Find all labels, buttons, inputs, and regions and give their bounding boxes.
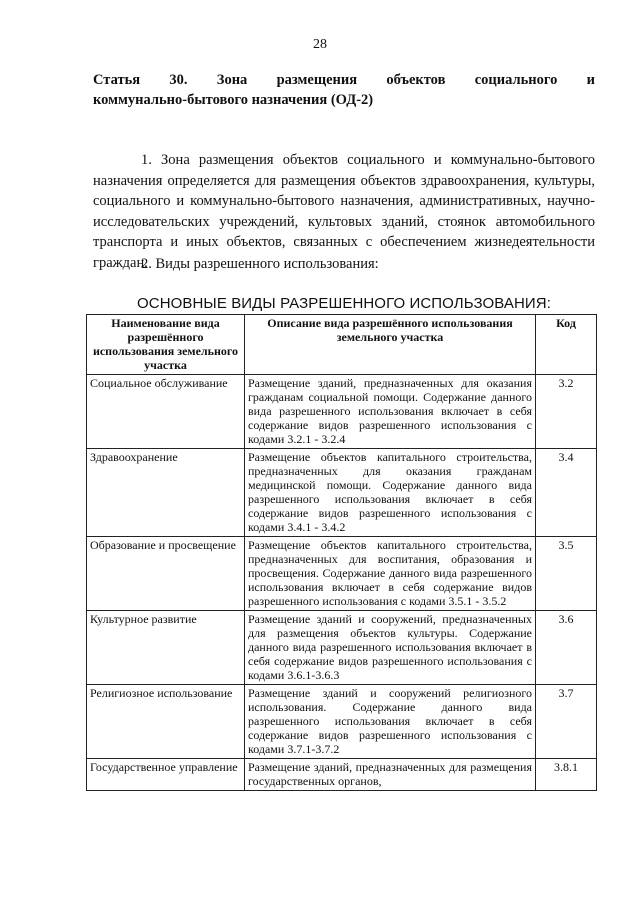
cell-name: Здравоохранение [87, 449, 245, 537]
table-header-row [87, 315, 597, 375]
cell-code: 3.7 [536, 685, 597, 759]
page-number: 28 [313, 37, 327, 52]
article-title-line-1: Статья 30. Зона размещения объектов социального и [93, 72, 595, 88]
table-row [87, 685, 597, 759]
table-row [87, 611, 597, 685]
cell-name: Культурное развитие [87, 611, 245, 685]
table-row [87, 375, 597, 449]
cell-description: Размещение объектов капитального строительства, предназначенных для воспитания, образования и просвещения. Содержание данного вида разрешенного использования включает в себя содержание видов разрешенного использования с кодами 3.5.1 - 3.5.2 [245, 537, 536, 611]
cell-name: Социальное обслуживание [87, 375, 245, 449]
cell-description: Размещение объектов капитального строительства, предназначенных для оказания гражданам медицинской помощи. Содержание данного вида разрешенного использования включает в себя содержание видов разрешенного использования с кодами 3.4.1 - 3.4.2 [245, 449, 536, 537]
cell-description: Размещение зданий и сооружений, предназначенных для размещения объектов культуры. Содержание данного вида разрешенного использования включает в себя содержание видов разрешенного использования с кодами 3.6.1-3.6.3 [245, 611, 536, 685]
header-code: Код [536, 315, 597, 375]
cell-name: Государственное управление [87, 759, 245, 791]
paragraph-2: 2. Виды разрешенного использования: [141, 256, 379, 272]
cell-description: Размещение зданий, предназначенных для размещения государственных органов, [245, 759, 536, 791]
cell-description: Размещение зданий, предназначенных для оказания гражданам социальной помощи. Содержание данного вида разрешенного использования включает в себя содержание видов разрешенного использования с кодами 3.2.1 - 3.2.4 [245, 375, 536, 449]
table-row [87, 449, 597, 537]
cell-name: Образование и просвещение [87, 537, 245, 611]
cell-code: 3.4 [536, 449, 597, 537]
cell-code: 3.8.1 [536, 759, 597, 791]
cell-description: Размещение зданий и сооружений религиозного использования. Содержание данного вида разрешенного использования включает в себя содержание видов разрешенного использования с кодами 3.7.1-3.7.2 [245, 685, 536, 759]
article-title [93, 70, 595, 110]
table-row [87, 759, 597, 791]
section-heading: ОСНОВНЫЕ ВИДЫ РАЗРЕШЕННОГО ИСПОЛЬЗОВАНИЯ: [137, 295, 551, 312]
cell-code: 3.6 [536, 611, 597, 685]
cell-code: 3.2 [536, 375, 597, 449]
article-title-line-2: коммунально-бытового назначения (ОД-2) [93, 92, 374, 108]
table-row [87, 537, 597, 611]
cell-code: 3.5 [536, 537, 597, 611]
paragraph-1: 1. Зона размещения объектов социального и коммунально-бытового назначения определяется для размещения объектов здравоохранения, культуры, социального и коммунально-бытового назначения, административных, научно-исследовательских учреждений, культовых зданий, стоянок автомобильного транспорта и иных объектов, связанных с обеспечением жизнедеятельности граждан. [93, 152, 595, 271]
cell-name: Религиозное использование [87, 685, 245, 759]
header-description: Описание вида разрешённого использования земельного участка [245, 315, 536, 375]
header-name: Наименование вида разрешённого использования земельного участка [87, 315, 245, 375]
permitted-uses-table [86, 314, 597, 791]
